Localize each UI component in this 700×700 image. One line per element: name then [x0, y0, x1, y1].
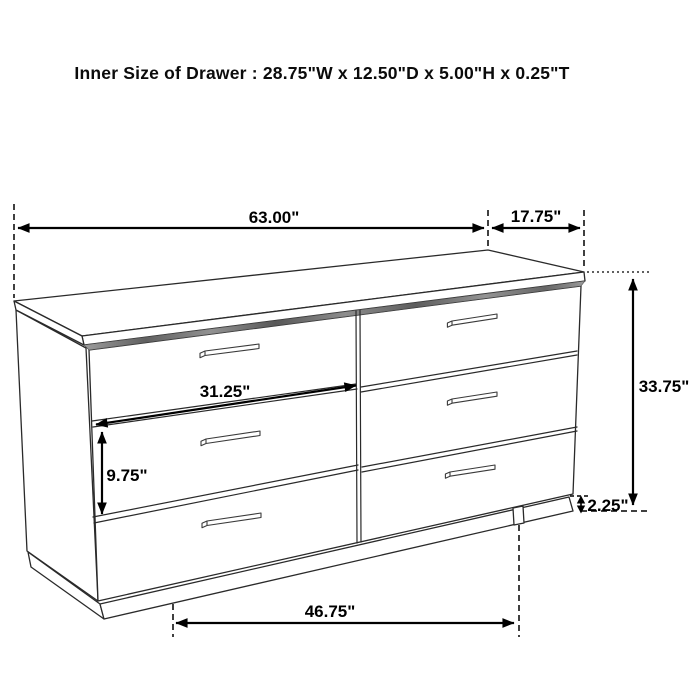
base-height-arrowhead-down	[577, 506, 585, 514]
dresser-right-foot	[513, 506, 524, 525]
dimension-label-total-height: 33.75"	[638, 377, 690, 396]
dresser-drawing	[14, 250, 585, 619]
dimension-label-drawer-width: 31.25"	[199, 382, 251, 401]
dimension-label-bottom-clearance: 46.75"	[304, 602, 356, 621]
diagram-title: Inner Size of Drawer : 28.75"W x 12.50"D x 5.00"H x 0.25"T	[74, 63, 570, 83]
dimension-label-total-width: 63.00"	[248, 208, 300, 227]
dimension-label-drawer-face-height: 9.75"	[106, 466, 148, 485]
dimension-label-base-height: 2.25"	[587, 496, 629, 515]
dresser-left-side-panel	[16, 310, 98, 601]
dimension-label-top-depth: 17.75"	[510, 207, 562, 226]
